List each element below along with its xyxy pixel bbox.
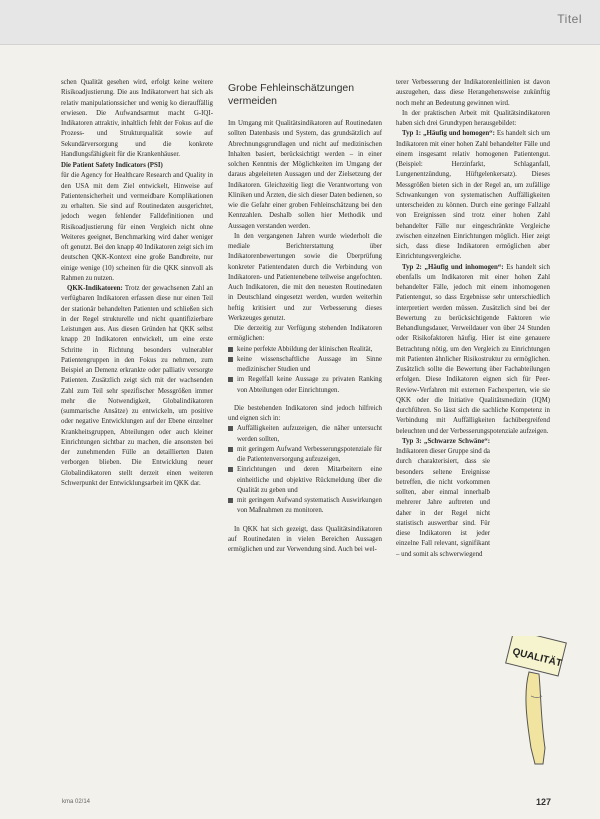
paragraph	[396, 129, 550, 262]
paragraph-text: Es handelt sich ebenfalls um Indikatoren mit einer hohen Zahl behandelter Fälle, jedoch mit einem inhomogenen Patientengut, so dass Ergebnisse sehr unterschiedlich interpretiert werden müssen. Zusätzlich sind bei der Bewertung zu berücksichtigende Faktoren wie Behandlungsdauer, Verweildauer von über 24 Stunden oder Risikofaktoren häufig. Hier ist eine genauere Betrachtung nötig, um den Vergleich zu Einrichtungen mit Patienten ähnlicher Risikostruktur zu ermöglichen. Zusätzlich sollte die Bewertung über Fachabteilungen erfolgen. Diese Indikatoren eignen sich für Peer-Review-Verfahren mit externen Fachexperten, wie sie QKK oder die Initiative Qualitätsmedizin (IQM) durchführen. So lässt sich die sachliche Kompetenz in Verbindung mit Auffälligkeiten fachübergreifend beleuchten und der Verbesserungspotenziale aufzeigen.	[396, 263, 550, 435]
paragraph: für die Agency for Healthcare Research and Quality in den USA mit dem Ziel entwickelt, Hinweise auf Patientensicherheit und vermeidbare Komplikationen zu erhalten. Sie sind auf Routinedaten ausgerichtet, jedoch wegen fehlender Falldefinitionen und Risikoadjustierung für einen Vergleich nicht ohne Weiteres geeignet, Benchmarking wird daher weniger oft genutzt. Bei den knapp 40 Indikatoren zeigt sich im deutschen QKK-Kontext eine große Bandbreite, nur einige wenige (10) scheinen für die QKK sinnvoll als Rahmen zu nutzen.	[61, 172, 213, 282]
typ1-heading: Typ 1: „Häufig und homogen“:	[402, 130, 495, 138]
section-title: Titel	[557, 12, 582, 26]
psi-subheading: Die Patient Safety Indicators (PSI)	[61, 162, 163, 169]
paragraph	[396, 263, 550, 437]
list-item: Einrichtungen und deren Mitarbeitern eine einheitliche und objektive Rückmeldung über die Qualität zu geben und	[228, 465, 382, 496]
footer-publication: kma 02/14	[62, 799, 91, 805]
paragraph-text: Es handelt sich um Indikatoren mit einer hohen Zahl behandelter Fälle und einem insgesamt relativ homogenen Patientengut. (Beispiel: Herzinfarkt, Schlaganfall, Lungenentzündung, Hüftgelenkersatz). Dieses Messgrößen bieten sich in der Regel an, um zufällige Schwankungen von systematischen Auffälligkeiten unterscheiden zu können. Durch eine geringe Fallzahl von Ereignissen sind trotz einer hohen Zahl behandelter Fälle nur eingeschränkte Vergleiche zwischen einzelnen Einrichtungen möglich. Hier zeigt sich, dass diese Indikatoren ermöglichen aber Einrichtungsvergleiche.	[396, 130, 550, 261]
qualitaet-stamp-illustration	[501, 636, 569, 766]
text-column-3	[396, 78, 550, 560]
paragraph-text: Trotz der gewachsenen Zahl an verfügbaren Indikatoren erfassen diese nur einen Teil der stationär behandelten Patienten und schließen sich in der Regel strukturelle und nicht quantifizierbare Leistungen aus. Aus diesen Gründen hat QKK selbst knapp 20 Indikatoren entwickelt, um eine erste Schritte in Richtung besonders vulnerabler Patientengruppen in den Fokus zu nehmen, zum Beispiel an Demenz erkrankte oder palliativ versorgte Patienten. Zusätzlich zeigt sich mit der wachsenden Zahl zum Teil sehr spezifischer Messgrößen immer mehr die Notwendigkeit, Globalindikatoren (summarische Ansätze) zu entwickeln, um positive oder negative Entwicklungen auf der Ebene einzelner Krankheitsgruppen, Abteilungen oder auch kleiner Einrichtungen sichtbar zu machen, die ansonsten bei der zunehmenden Fülle an detaillierten Daten verborgen blieben. Die Entwicklung neuer Globalindikatoren stellt derzeit einen weiteren Schwerpunkt der Entwicklungsarbeit im QKK dar.	[61, 285, 213, 487]
paragraph-text: Indikatoren dieser Gruppe sind da durch charakterisiert, dass sie besonders seltene Ereignisse betreffen, die nicht vorkommen sollten, aber einmal innerhalb mehrerer Jahre auftreten und daher in der Regel nicht statistisch auswertbar sind. Für diese Indikatoren ist jeder einzelne Fall relevant, signifikant – und somit als schwerwiegend	[396, 448, 490, 558]
page-number: 127	[535, 797, 551, 807]
paragraph: Die derzeitig zur Verfügung stehenden Indikatoren ermöglichen:	[228, 325, 382, 343]
list-item: mit geringem Aufwand systematisch Auswirkungen von Maßnahmen zu monitoren.	[228, 496, 382, 517]
typ2-heading: Typ 2: „Häufig und inhomogen“:	[402, 263, 504, 271]
paragraph: In den vergangenen Jahren wurde wiederholt die mediale Berichterstattung über Indikatorenbewertungen sowie die Überprüfung konkreter Patientendaten durch die Verbindung von Indikatoren- und Patientenebene teilweise angefochten. Auch Indikatoren, die mit den neuesten Routinedaten in Deutschland eingesetzt werden, wurden weiterhin heftig kritisiert und zur Verbesserung dieses Werkzeuges genutzt.	[228, 232, 382, 322]
header-bar	[0, 0, 600, 45]
list-item: im Regelfall keine Aussage zu privaten Ranking von Abteilungen oder Einrichtungen.	[228, 375, 382, 396]
paragraph	[61, 284, 213, 489]
stamp-text: QUALITÄT	[511, 646, 563, 670]
qkk-subheading: QKK-Indikatoren:	[67, 285, 123, 292]
paragraph: In der praktischen Arbeit mit Qualitätsindikatoren haben sich drei Grundtypen herausgebildet:	[396, 109, 550, 127]
paragraph: In QKK hat sich gezeigt, dass Qualitätsindikatoren auf Routinedaten in vielen Bereichen Aussagen ermöglichen und zur Verwendung sind. Auch bei wel-	[228, 525, 382, 553]
paragraph: terer Verbesserung der Indikatorenleitlinien ist davon auszugehen, dass diese Herangehensweise zukünftig noch mehr an Bedeutung gewinnen wird.	[396, 79, 550, 107]
paragraph: schen Qualität gesehen wird, erfolgt keine weitere Risikoadjustierung. Die aus Indikatorwert hat sich als relativ manipulationssicher und wenig ko dierauffällig erwiesen. Die Aufwandsarmut macht G-IQI-Indikatoren attraktiv, inhaltlich fehlt der Fokus auf die Prozess- und Strukturqualität sowie auf Sekundärversorgung und die konkrete Handlungsfähigkeit für die Krankenhäuser.	[61, 79, 213, 158]
text-column-1	[61, 78, 213, 489]
list-item: mit geringem Aufwand Verbesserungspotenziale für die Patientenversorgung aufzuzeigen,	[228, 445, 382, 466]
paragraph	[396, 437, 490, 560]
list-item: keine perfekte Abbildung der klinischen Realität,	[228, 345, 382, 355]
bullet-list	[228, 424, 382, 516]
list-item: Auffälligkeiten aufzuzeigen, die näher untersucht werden sollten,	[228, 424, 382, 445]
bullet-list	[228, 345, 382, 396]
paragraph: Im Umgang mit Qualitätsindikatoren auf Routinedaten sollten Datenbasis und System, das grundsätzlich auf Abrechnungsgrundlagen und nicht auf medizinischen Inhalten basiert, berücksichtigt werden – in einer solchen Kenntnis der Möglichkeiten im Umgang der daraus abgeleiteten Aussagen und der Zielsetzung der Indikatoren. Gleichzeitig liegt die Verantwortung von Kliniken und Ärzten, die sich dieser Daten bedienen, so wie die Gefahr einer groben Fehleinschätzung bei den Kennzahlen. Deshalb sollen hier Methodik und Aussagen verstanden werden.	[228, 120, 382, 230]
paragraph: Die bestehenden Indikatoren sind jedoch hilfreich und eignen sich in:	[228, 404, 382, 422]
list-item: keine wissenschaftliche Aussage im Sinne medizinischer Studien und	[228, 355, 382, 376]
typ3-heading: Typ 3: „Schwarze Schwäne“:	[402, 437, 490, 445]
text-column-2	[228, 82, 382, 555]
section-heading: Grobe Fehleinschätzungen vermeiden	[228, 82, 355, 107]
stamp-handle	[526, 672, 545, 764]
